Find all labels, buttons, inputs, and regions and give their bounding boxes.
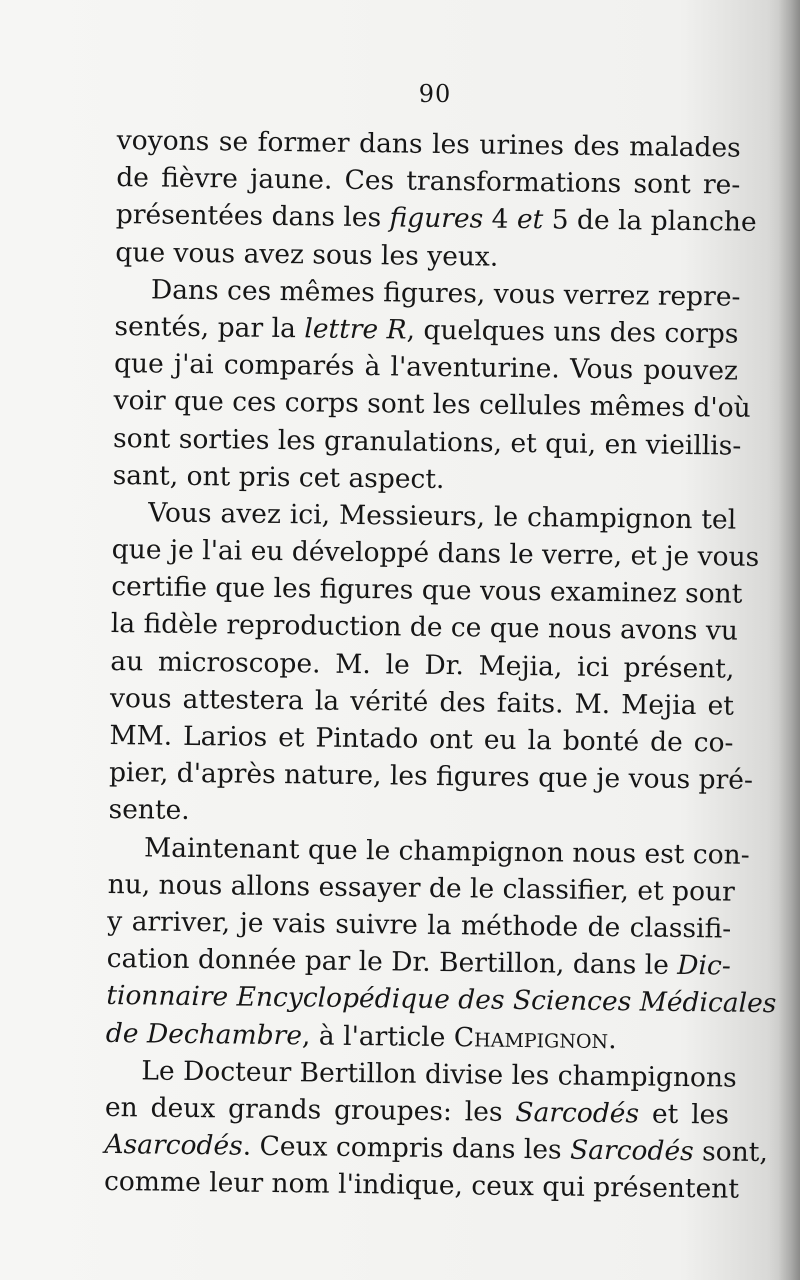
- text-segment: sentés, par la: [114, 310, 305, 345]
- text-line: vous attestera la vérité des faits. M. Mejia et: [109, 682, 735, 722]
- text-line: sont sorties les granulations, et qui, en vieillis-: [112, 422, 742, 462]
- italic-text: tionnaire Encyclopédique des Sciences Médicales: [106, 980, 777, 1020]
- text-line: certifie que les figures que vous examinez sont: [111, 571, 743, 610]
- text-segment: sont,: [693, 1136, 769, 1169]
- text-line: y arriver, je vais suivre la méthode de classifi-: [107, 905, 732, 945]
- text-segment: présentées dans les: [115, 199, 390, 234]
- text-segment: , à l'article: [301, 1019, 455, 1053]
- text-segment: en deux grands groupes: les: [104, 1091, 516, 1128]
- text-line: Dans ces mêmes figures, vous verrez repre-: [150, 274, 741, 313]
- text-segment: . Ceux compris dans les: [242, 1130, 571, 1166]
- text-line: MM. Larios et Pintado ont eu la bonté de co-: [109, 719, 734, 759]
- text-line: que j'ai comparés à l'aventurine. Vous pouvez: [113, 348, 739, 387]
- text-line: sente.: [108, 794, 190, 827]
- italic-text: lettre R: [304, 313, 407, 346]
- italic-text: Sarcodés: [515, 1096, 640, 1130]
- text-line: que je l'ai eu développé dans le verre, et je vous: [111, 534, 760, 573]
- page-number: 90: [418, 80, 452, 108]
- text-segment: .: [607, 1023, 617, 1055]
- text-segment: , quelques uns des corps: [406, 314, 739, 350]
- text-line: au microscope. M. le Dr. Mejia, ici présent,: [110, 645, 735, 685]
- text-line: nu, nous allons essayer de le classifier, et pour: [107, 868, 735, 908]
- small-caps-text: Champignon: [453, 1021, 609, 1055]
- text-line: Maintenant que le champignon nous est con-: [143, 831, 750, 871]
- italic-text: Sarcodés: [569, 1134, 694, 1168]
- text-line: Vous avez ici, Messieurs, le champignon tel: [148, 497, 737, 536]
- text-segment: cation donnée par le Dr. Bertillon, dans le: [106, 943, 678, 982]
- body-text: [103, 122, 777, 1208]
- text-line: sant, ont pris cet aspect.: [112, 459, 445, 495]
- italic-text: Dic-: [677, 950, 731, 982]
- italic-text: figures: [389, 202, 484, 235]
- text-segment: et les: [638, 1098, 730, 1131]
- text-line: de fièvre jaune. Ces transformations sont re-: [116, 162, 741, 201]
- text-line: la fidèle reproduction de ce que nous avons vu: [110, 608, 739, 648]
- text-segment: 5 de la planche: [543, 204, 757, 239]
- text-line: pier, d'après nature, les figures que je vous pré-: [108, 757, 754, 797]
- text-line: comme leur nom l'indique, ceux qui présentent: [103, 1166, 740, 1205]
- text-segment: 4: [483, 203, 518, 236]
- italic-text: et: [516, 204, 544, 236]
- text-line: voir que ces corps sont les cellules mêmes d'où: [113, 385, 751, 425]
- text-line: que vous avez sous les yeux.: [115, 236, 499, 273]
- page-edge-shadow: [778, 0, 800, 1280]
- italic-text: de Dechambre: [105, 1017, 303, 1051]
- italic-text: Asarcodés: [104, 1128, 243, 1162]
- text-line: voyons se former dans les urines des malades: [116, 124, 741, 164]
- text-line: Le Docteur Bertillon divise les champignons: [141, 1055, 737, 1094]
